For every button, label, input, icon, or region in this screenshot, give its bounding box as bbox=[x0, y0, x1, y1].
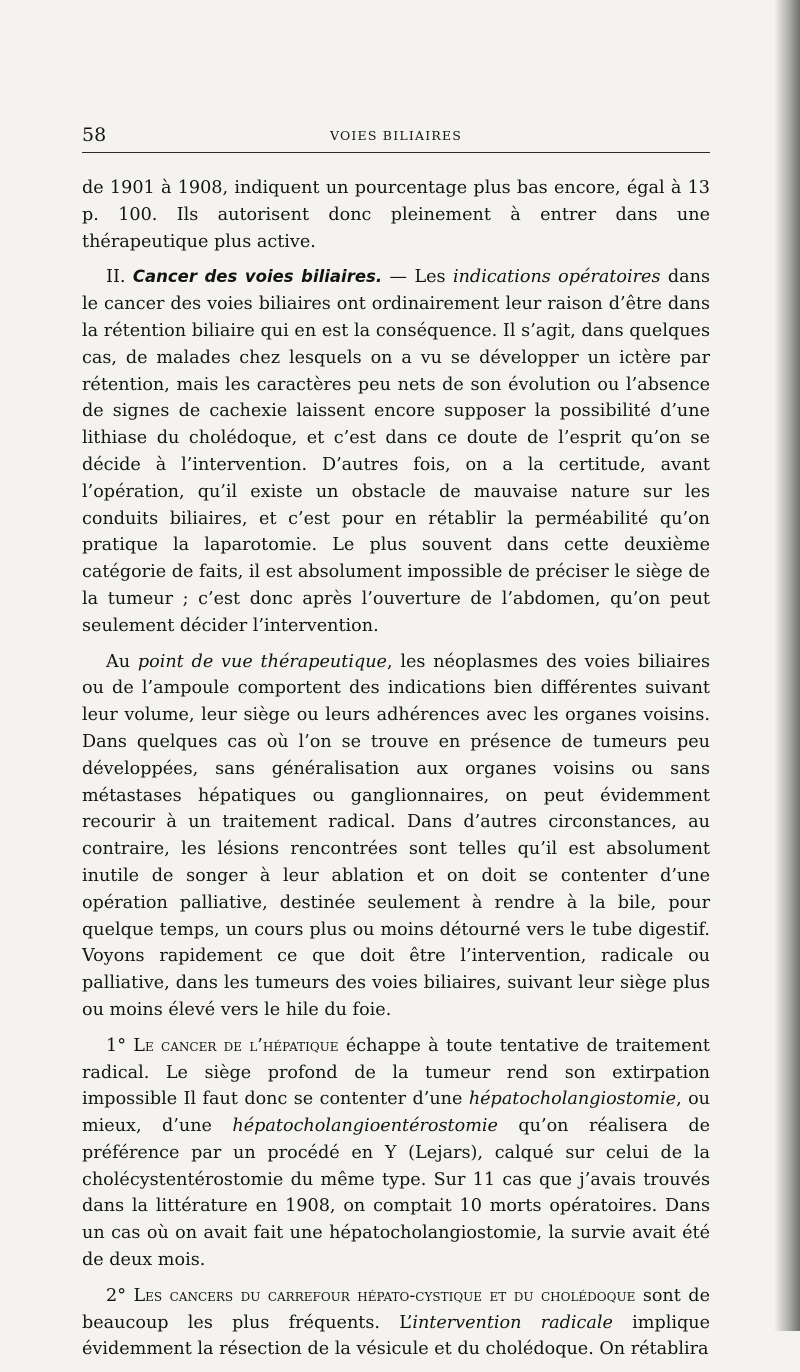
italic-hepatocholangiostomie: hépatocholangiostomie bbox=[468, 1089, 677, 1110]
paragraph-4-text-3: qu’on réalisera de préférence par un procédé en Y (Lejars), calqué sur celui de la cholécystentérostomie du même type. Sur 11 cas que j’avais trouvés dans la littérature en 1908, on comptait 10 morts opératoires. Dans un cas où on avait fait une hépatocholangiostomie, la survie avait été de deux mois. bbox=[82, 1116, 711, 1271]
paragraph-3-lead: Au bbox=[106, 651, 138, 672]
page-number: 58 bbox=[82, 124, 107, 146]
paragraph-4-text-2: , ou mieux, d’une bbox=[82, 1089, 711, 1137]
paragraph-5-text-2: implique évidemment la résection de la vésicule et du cholédoque. On rétablira bbox=[82, 1312, 710, 1360]
smallcaps-carrefour: Les cancers du carrefour hépato-cystique et du cholédoque bbox=[133, 1285, 636, 1306]
item-number-1: 1° bbox=[106, 1035, 134, 1056]
body-text bbox=[82, 175, 710, 1372]
paragraph-1-text: de 1901 à 1908, indiquent un pourcentage plus bas encore, égal à 13 p. 100. Ils autorisent donc pleinement à entrer dans une thérapeutique plus active. bbox=[82, 178, 710, 252]
paragraph-4 bbox=[82, 1033, 710, 1274]
smallcaps-hepatique: Le cancer de l’hépatique bbox=[133, 1035, 339, 1056]
italic-indications: indications opératoires bbox=[452, 267, 661, 288]
paragraph-4-text-1: échappe à toute tentative de traitement radical. Le siège profond de la tumeur rend son extirpation impossible Il faut donc se contenter d’une bbox=[82, 1035, 710, 1110]
italic-intervention-radicale: intervention radicale bbox=[412, 1312, 613, 1333]
paragraph-3 bbox=[82, 649, 710, 1024]
italic-hepatocholangioenterostomie: hépatocholangioentérostomie bbox=[232, 1116, 498, 1137]
paragraph-5-text-1: sont de beaucoup les plus fréquents. L’ bbox=[82, 1285, 710, 1333]
item-number-2: 2° bbox=[106, 1285, 134, 1306]
section-heading: Cancer des voies biliaires. bbox=[132, 267, 383, 287]
header-rule bbox=[82, 152, 710, 153]
italic-therapeutique: point de vue thérapeutique bbox=[137, 651, 387, 672]
paragraph-3-text: , les néoplasmes des voies biliaires ou de l’ampoule comportent des indications bien différentes suivant leur volume, leur siège ou leurs adhérences avec les organes voisins. Dans quelques cas où l’on se trouve en présence de tumeurs peu développées, sans généralisation aux organes voisins ou sans métastases hépatiques ou ganglionnaires, on peut évidemment recourir à un traitement radical. Dans d’autres circonstances, au contraire, les lésions rencontrées sont telles qu’il est absolument inutile de songer à leur ablation et on doit se contenter d’une opération palliative, destinée seulement à rendre à la bile, pour quelque temps, un cours plus ou moins détourné vers le tube digestif. Voyons rapidement ce que doit être l’intervention, radicale ou palliative, dans les tumeurs des voies biliaires, suivant leur siège plus ou moins élevé vers le hile du foie. bbox=[82, 651, 710, 1020]
paragraph-1 bbox=[82, 175, 710, 255]
paragraph-2 bbox=[82, 264, 710, 639]
page-header bbox=[82, 124, 710, 152]
page-edge-shadow bbox=[774, 0, 800, 1331]
running-head: VOIES BILIAIRES bbox=[329, 128, 463, 143]
paragraph-2-text: dans le cancer des voies biliaires ont ordinairement leur raison d’être dans la rétention biliaire qui en est la conséquence. Il s’agit, dans quelques cas, de malades chez lesquels on a vu se développer un ictère par rétention, mais les caractères peu nets de son évolution ou l’absence de signes de cachexie laissent encore supposer la possibilité d’une lithiase du cholédoque, et c’est dans ce doute de l’esprit qu’on se décide à l’intervention. D’autres fois, on a la certitude, avant l’opération, qu’il existe un obstacle de mauvaise nature sur les conduits biliaires, et c’est pour en rétablir la perméabilité qu’on pratique la laparotomie. Le plus souvent dans cette deuxième catégorie de faits, il est absolument impossible de préciser le siège de la tumeur ; c’est donc après l’ouverture de l’abdomen, qu’on peut seulement décider l’intervention. bbox=[82, 267, 710, 636]
paragraph-5 bbox=[82, 1283, 710, 1363]
heading-dash: — Les bbox=[382, 267, 453, 288]
section-number: II. bbox=[106, 267, 126, 288]
